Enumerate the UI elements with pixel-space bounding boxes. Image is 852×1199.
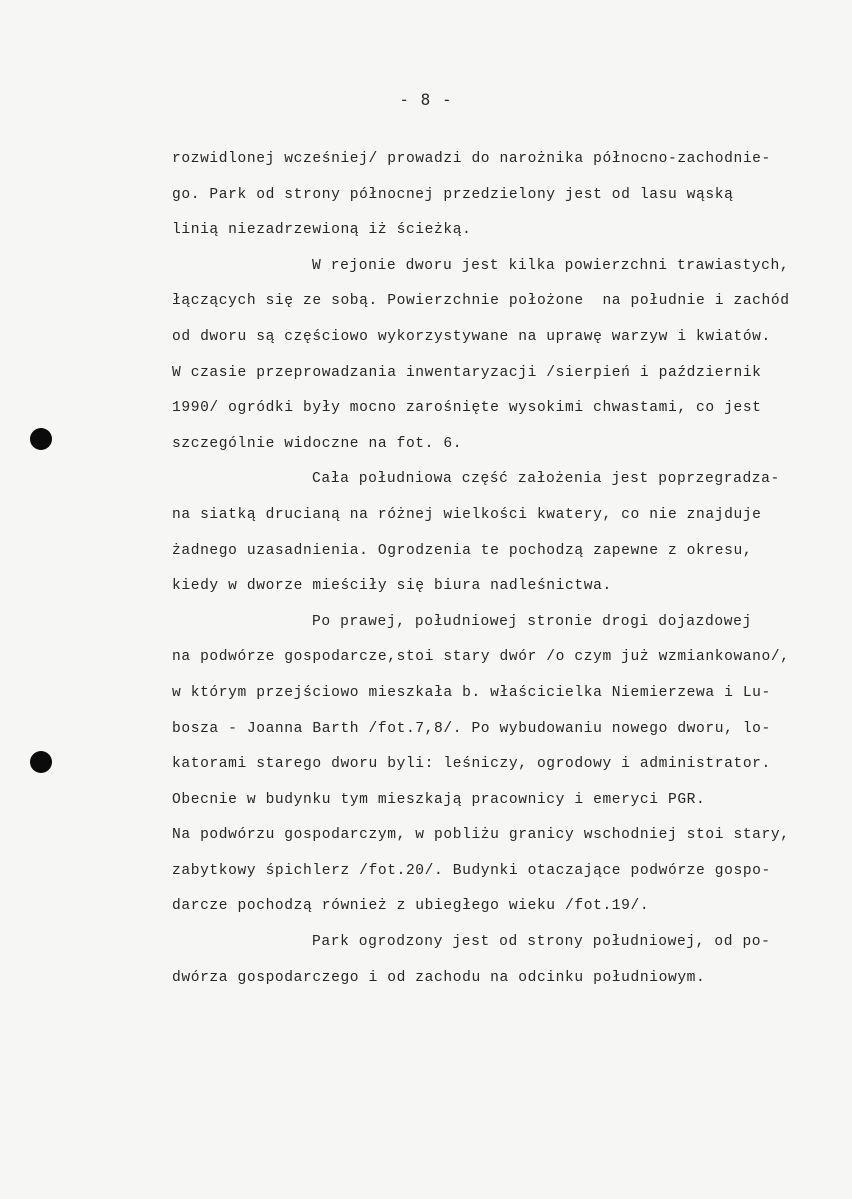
text-line: Po prawej, południowej stronie drogi dojazdowej <box>312 613 752 630</box>
text-line: Cała południowa część założenia jest poprzegradza- <box>312 471 780 488</box>
text-line: dwórza gospodarczego i od zachodu na odcinku południowym. <box>172 969 706 986</box>
text-line: Na podwórzu gospodarczym, w pobliżu granicy wschodniej stoi stary, <box>172 827 790 844</box>
punch-hole <box>30 751 52 773</box>
text-line: łączących się ze sobą. Powierzchnie położone na południe i zachód <box>172 293 790 310</box>
text-line: zabytkowy śpichlerz /fot.20/. Budynki otaczające podwórze gospo- <box>172 862 771 879</box>
text-line: szczególnie widoczne na fot. 6. <box>172 435 463 452</box>
text-line: 1990/ ogródki były mocno zarośnięte wysokimi chwastami, co jest <box>172 400 762 417</box>
punch-hole <box>30 428 52 450</box>
text-line: żadnego uzasadnienia. Ogrodzenia te pochodzą zapewne z okresu, <box>172 542 753 559</box>
text-line: na siatką drucianą na różnej wielkości kwatery, co nie znajduje <box>172 506 762 523</box>
text-line: Obecnie w budynku tym mieszkają pracownicy i emeryci PGR. <box>172 791 706 808</box>
text-line: katorami starego dworu byli: leśniczy, ogrodowy i administrator. <box>172 756 771 773</box>
text-line: bosza - Joanna Barth /fot.7,8/. Po wybudowaniu nowego dworu, lo- <box>172 720 771 737</box>
text-line: W rejonie dworu jest kilka powierzchni trawiastych, <box>312 257 790 274</box>
page-number: - 8 - <box>399 90 453 109</box>
text-line: go. Park od strony północnej przedzielony jest od lasu wąską <box>172 186 734 203</box>
text-line: W czasie przeprowadzania inwentaryzacji /sierpień i październik <box>172 364 762 381</box>
text-line: na podwórze gospodarcze,stoi stary dwór /o czym już wzmiankowano/, <box>172 649 790 666</box>
text-line: Park ogrodzony jest od strony południowej, od po- <box>312 934 771 951</box>
text-line: kiedy w dworze mieściły się biura nadleśnictwa. <box>172 578 612 595</box>
text-line: darcze pochodzą również z ubiegłego wieku /fot.19/. <box>172 898 650 915</box>
text-line: rozwidlonej wcześniej/ prowadzi do narożnika północno-zachodnie- <box>172 151 771 167</box>
body-text <box>172 142 837 996</box>
text-line: od dworu są częściowo wykorzystywane na uprawę warzyw i kwiatów. <box>172 328 771 345</box>
text-line: w którym przejściowo mieszkała b. właścicielka Niemierzewa i Lu- <box>172 684 771 701</box>
text-line: linią niezadrzewioną iż ścieżką. <box>172 222 472 239</box>
